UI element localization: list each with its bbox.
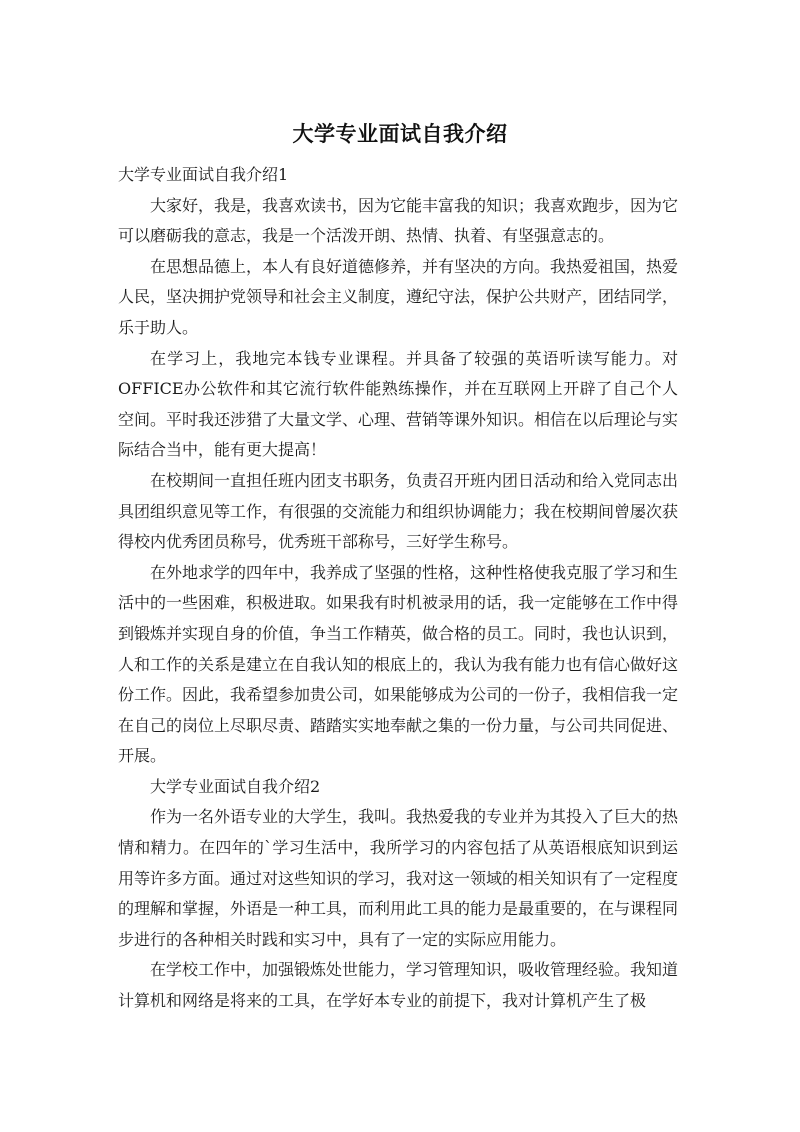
paragraph: 在外地求学的四年中，我养成了坚强的性格，这种性格使我克服了学习和生活中的一些困难，积极进取。如果我有时机被录用的话，我一定能够在工作中得到锻炼并实现自身的价值，争当工作精英，做合格的员工。同时，我也认识到，人和工作的关系是建立在自我认知的根底上的，我认为我有能力也有信心做好这份工作。因此，我希望参加贵公司，如果能够成为公司的一份子，我相信我一定在自己的岗位上尽职尽责、踏踏实实地奉献之集的一份力量，与公司共同促进、开展。 (118, 562, 679, 766)
paragraph: 在学习上，我地完本钱专业课程。并具备了较强的英语听读写能力。对OFFICE办公软件和其它流行软件能熟练操作，并在互联网上开辟了自己个人空间。平时我还涉猎了大量文学、心理、营销等课外知识。相信在以后理论与实际结合当中，能有更大提高！ (118, 348, 679, 460)
paragraph: 大家好，我是，我喜欢读书，因为它能丰富我的知识；我喜欢跑步，因为它可以磨砺我的意志，我是一个活泼开朗、热情、执着、有坚强意志的。 (118, 195, 679, 246)
section-1-heading: 大学专业面试自我介绍1 (118, 165, 289, 184)
section-2-heading: 大学专业面试自我介绍2 (150, 776, 321, 796)
document-title: 大学专业面试自我介绍 (292, 122, 508, 146)
document-body (118, 160, 678, 1017)
paragraph: 在校期间一直担任班内团支书职务，负责召开班内团日活动和给入党同志出具团组织意见等工作，有很强的交流能力和组织协调能力；我在校期间曾屡次获得校内优秀团员称号，优秀班干部称号，三好学生称号。 (118, 470, 679, 552)
paragraph: 作为一名外语专业的大学生，我叫。我热爱我的专业并为其投入了巨大的热情和精力。在四年的`学习生活中，我所学习的内容包括了从英语根底知识到运用等许多方面。通过对这些知识的学习，我对这一领域的相关知识有了一定程度的理解和掌握，外语是一种工具，而利用此工具的能力是最重要的，在与课程同步进行的各种相关时践和实习中，具有了一定的实际应用能力。 (118, 807, 679, 949)
paragraph: 在学校工作中，加强锻炼处世能力，学习管理知识，吸收管理经验。我知道计算机和网络是将来的工具，在学好本专业的前提下，我对计算机产生了极 (118, 960, 679, 1011)
paragraph: 在思想品德上，本人有良好道德修养，并有坚决的方向。我热爱祖国，热爱人民，坚决拥护党领导和社会主义制度，遵纪守法，保护公共财产，团结同学，乐于助人。 (118, 256, 679, 337)
